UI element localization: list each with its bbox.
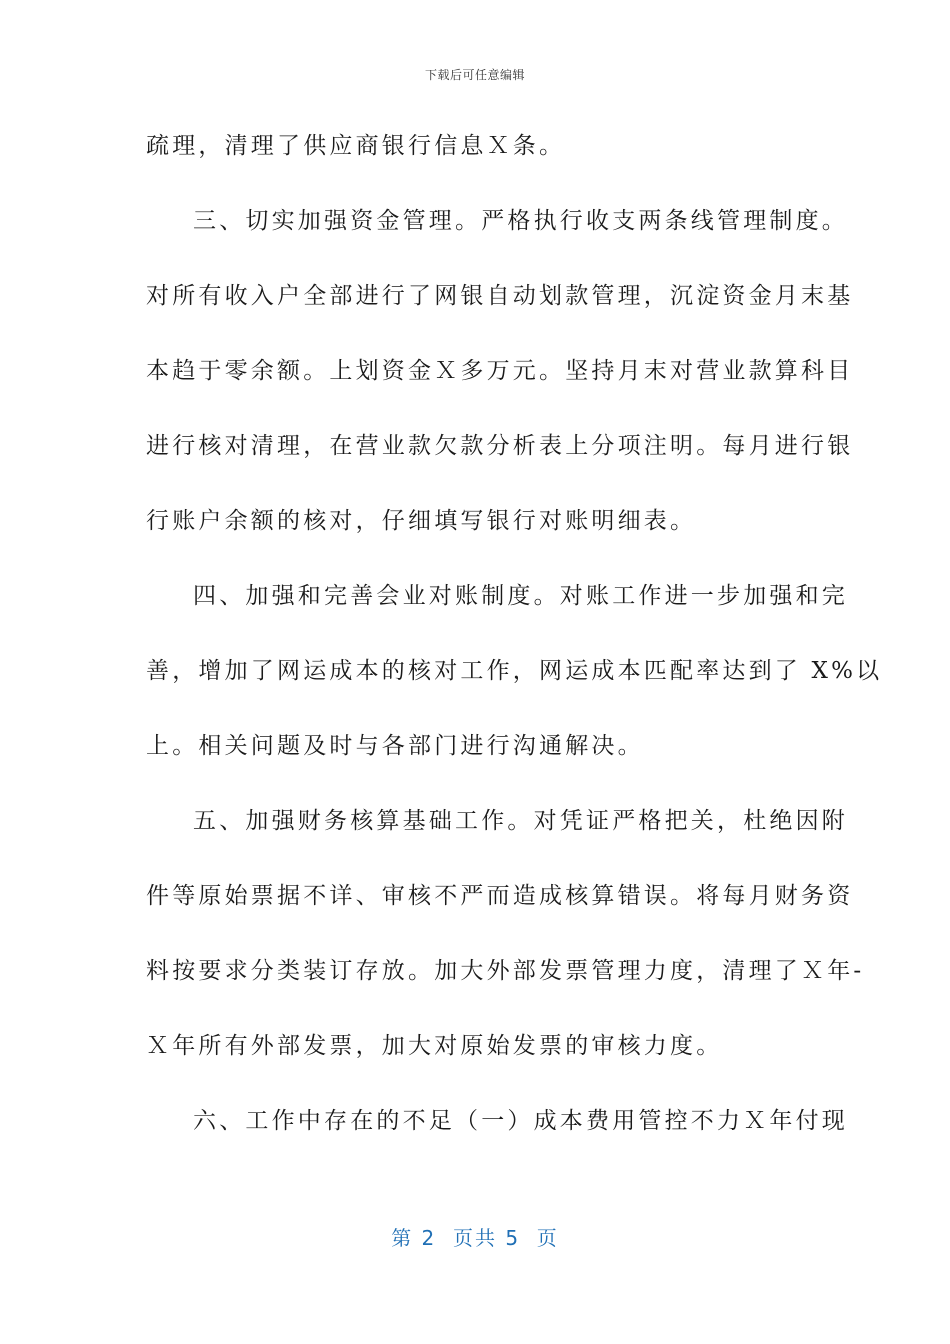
- paragraph-line: 疏理，清理了供应商银行信息Ｘ条。: [146, 133, 566, 159]
- paragraph-line: 本趋于零余额。上划资金Ｘ多万元。坚持月末对营业款算科目: [146, 358, 854, 384]
- paragraph-line: 进行核对清理，在营业款欠款分析表上分项注明。每月进行银: [146, 433, 854, 459]
- paragraph-line: 行账户余额的核对，仔细填写银行对账明细表。: [146, 508, 697, 534]
- paragraph-line: 对所有收入户全部进行了网银自动划款管理，沉淀资金月末基: [146, 283, 854, 309]
- paragraph-line: 上。相关问题及时与各部门进行沟通解决。: [146, 733, 644, 759]
- page-number: 第 2 页共 5 页: [391, 1226, 559, 1250]
- paragraph-line: Ｘ年所有外部发票，加大对原始发票的审核力度。: [146, 1033, 723, 1059]
- paragraph-line: 料按要求分类装订存放。加大外部发票管理力度，清理了Ｘ年-: [146, 958, 865, 984]
- paragraph-line: 善，增加了网运成本的核对工作，网运成本匹配率达到了 X%以: [146, 658, 883, 684]
- paragraph-line: 四、加强和完善会业对账制度。对账工作进一步加强和完: [193, 583, 848, 609]
- paragraph-line: 六、工作中存在的不足（一）成本费用管控不力Ｘ年付现: [193, 1108, 848, 1134]
- paragraph-line: 件等原始票据不详、审核不严而造成核算错误。将每月财务资: [146, 883, 854, 909]
- body-text: [146, 118, 883, 1168]
- paragraph-line: 三、切实加强资金管理。严格执行收支两条线管理制度。: [193, 208, 848, 234]
- paragraph-line: 五、加强财务核算基础工作。对凭证严格把关，杜绝因附: [193, 808, 848, 834]
- header-note: 下载后可任意编辑: [424, 68, 525, 82]
